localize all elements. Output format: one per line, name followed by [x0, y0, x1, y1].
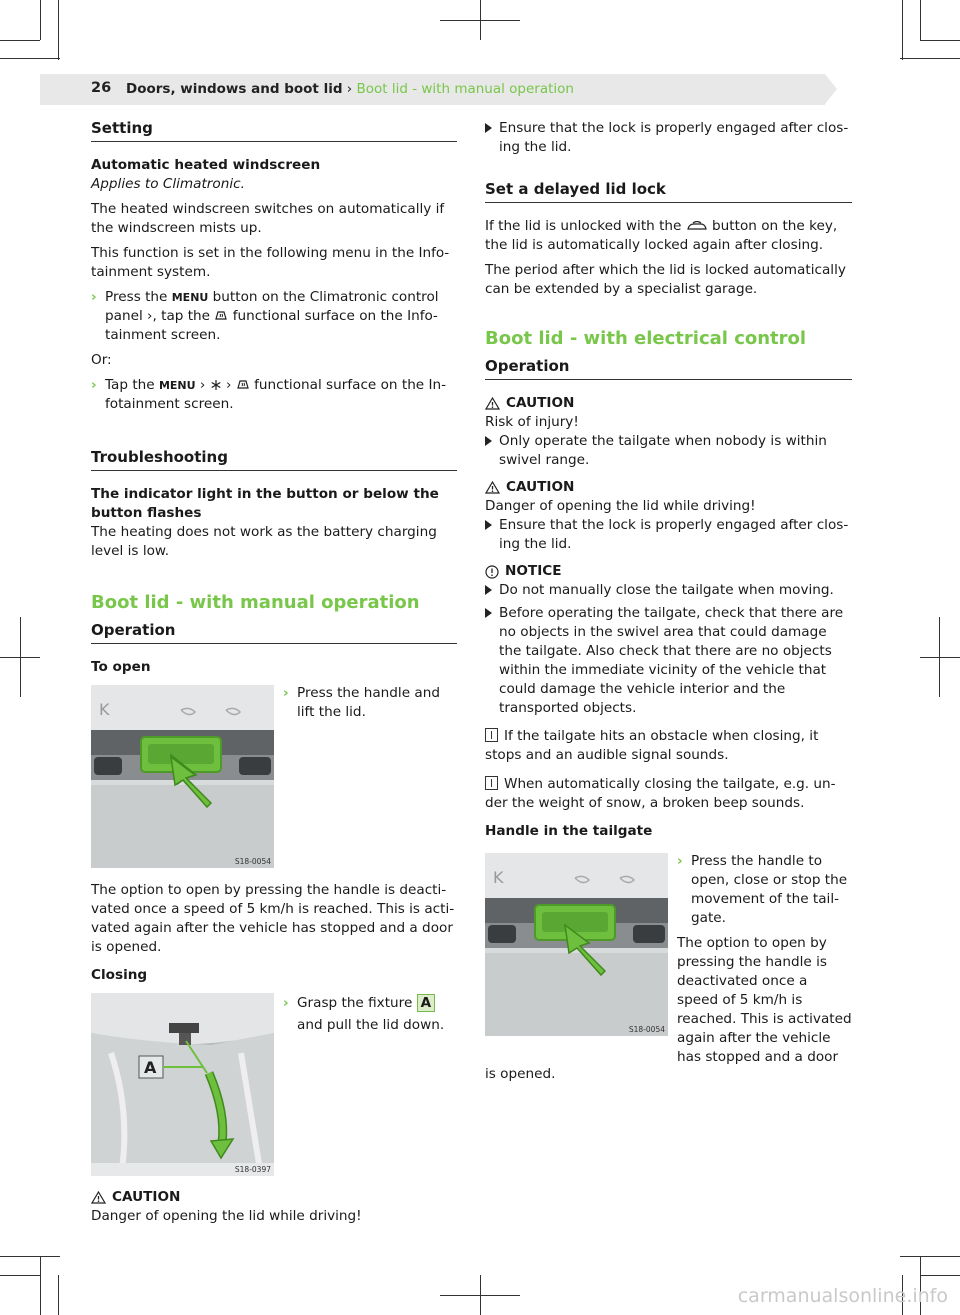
figure-code: S18-0054	[628, 1025, 665, 1034]
heated-paragraph-2: This function is set in the following menu in the Infotainment system.	[91, 245, 450, 280]
chevron-bullet-icon: ›	[91, 289, 97, 305]
crop-mark	[480, 0, 481, 40]
warning-triangle-icon	[91, 1191, 106, 1204]
delayed-paragraph-2: The period after which the lid is locked automatically can be extended by a specialist garage.	[485, 262, 846, 297]
handle-tailgate-title: Handle in the tailgate	[485, 823, 653, 839]
crop-mark	[920, 1275, 960, 1276]
electrical-lid-heading: Boot lid - with electrical control	[485, 328, 807, 349]
fixture-label: A	[417, 994, 436, 1012]
warning-triangle-icon	[485, 397, 500, 410]
crop-mark	[0, 58, 60, 59]
troubleshooting-heading: Troubleshooting	[91, 448, 457, 471]
figure-handle-tailgate	[485, 853, 668, 1036]
crop-mark	[902, 0, 903, 60]
notice-item: Before operating the tailgate, check that there are no objects in the swivel area that could damage the tailgate. Also check that there are no objects within the immediate vicinity of the vehicle that could damage the vehicle interior and the transported objects.	[485, 604, 852, 718]
handle-step-block	[677, 852, 852, 1073]
page-header-arrow	[825, 74, 837, 104]
heated-windscreen-icon	[214, 309, 228, 322]
auto-heated-title: Automatic heated windscreen	[91, 157, 321, 173]
open-step: › Press the handle and lift the lid.	[283, 685, 440, 720]
handle-step: › Press the handle to open, close or stop the movement of the tailgate.	[677, 853, 848, 926]
right-column	[485, 119, 852, 841]
menu-button-label: MENU	[171, 291, 209, 304]
close-step-block	[283, 992, 453, 1042]
notice-exclamation-icon	[485, 565, 499, 579]
breadcrumb-separator: ›	[342, 81, 357, 97]
warning-triangle-icon	[485, 481, 500, 494]
or-text: Or:	[91, 352, 112, 368]
left-caution	[91, 1188, 457, 1226]
breadcrumb-current: Boot lid - with manual operation	[356, 81, 574, 97]
crop-mark	[58, 0, 59, 60]
close-step: › Grasp the fixture A and pull the lid down.	[283, 992, 453, 1036]
info-note-2: When automatically closing the tailgate, e.g. under the weight of snow, a broken beep sounds.	[485, 776, 836, 811]
crop-mark	[939, 617, 940, 697]
crop-mark	[0, 40, 40, 41]
crop-mark	[480, 1275, 481, 1315]
crop-mark	[58, 1275, 59, 1315]
figure-closing	[91, 993, 274, 1176]
watermark[interactable]: carmanualsonline.info	[737, 1285, 948, 1307]
applies-note: Applies to Climatronic.	[91, 176, 245, 192]
crop-mark	[900, 58, 960, 59]
breadcrumb-section[interactable]: Doors, windows and boot lid	[126, 81, 343, 97]
manual-lid-heading: Boot lid - with manual operation	[91, 592, 420, 613]
handle-note-end: is opened.	[485, 1066, 556, 1082]
delayed-paragraph-1: If the lid is unlocked with the button on the key, the lid is automatically locked again after closing.	[485, 218, 838, 253]
crop-mark	[920, 40, 960, 41]
svg-text:K: K	[99, 700, 110, 719]
open-note: The option to open by pressing the handle is deactivated once a speed of 5 km/h is reached. This is activated again after the vehicle has stopped and a door is opened.	[91, 882, 455, 955]
troubleshooting-title: The indicator light in the button or below the button flashes	[91, 486, 439, 521]
caution-item: Only operate the tailgate when nobody is within swivel range.	[485, 432, 852, 470]
operation-heading-right: Operation	[485, 357, 852, 380]
caution-text: Danger of opening the lid while driving!	[91, 1208, 362, 1224]
closing-title: Closing	[91, 967, 148, 983]
info-note-1: If the tailgate hits an obstacle when closing, it stops and an audible signal sounds.	[485, 728, 819, 763]
caution-header: CAUTION	[485, 394, 852, 413]
crop-mark	[20, 617, 21, 697]
breadcrumb	[126, 81, 574, 97]
figure-label: A	[144, 1058, 157, 1077]
to-open-title: To open	[91, 659, 151, 675]
crop-mark	[0, 1275, 40, 1276]
caution-item: Ensure that the lock is properly engaged after closing the lid.	[485, 516, 852, 554]
triangle-bullet-icon	[485, 436, 492, 446]
chevron-bullet-icon: ›	[91, 377, 97, 393]
heated-windscreen-icon	[236, 378, 250, 391]
left-column-mid	[91, 881, 457, 985]
chevron-bullet-icon: ›	[677, 853, 683, 869]
handle-note-end-block	[485, 1065, 852, 1090]
handle-note: The option to open by pressing the handle is deactivated once a speed of 5 km/h is reached. This is activated again after the vehicle has stopped and a door	[677, 935, 852, 1065]
triangle-bullet-icon	[485, 520, 492, 530]
svg-text:K: K	[493, 868, 504, 887]
chevron-bullet-icon: ›	[283, 685, 289, 701]
heated-paragraph-1: The heated windscreen switches on automatically if the windscreen mists up.	[91, 201, 445, 236]
page-number: 26	[91, 80, 112, 96]
notice-item: Do not manually close the tailgate when moving.	[485, 581, 852, 600]
menu-step-1: › Press the MENU button on the Climatronic control panel ›, tap the functional surface on the Infotainment screen.	[91, 289, 439, 343]
triangle-bullet-icon	[485, 608, 492, 618]
crop-mark	[920, 0, 921, 40]
crop-mark	[920, 657, 960, 658]
operation-heading: Operation	[91, 621, 457, 644]
info-icon	[485, 776, 498, 790]
ensure-lock-item: Ensure that the lock is properly engaged after closing the lid.	[485, 119, 852, 157]
menu-button-label: MENU	[158, 379, 196, 392]
menu-step-2: › Tap the MENU › › functional surface on the Infotainment screen.	[91, 377, 447, 412]
figure-open-handle	[91, 685, 274, 868]
tailgate-handle-illustration	[91, 685, 274, 868]
chevron-bullet-icon: ›	[283, 995, 289, 1011]
caution-text: Danger of opening the lid while driving!	[485, 498, 756, 514]
climate-snowflake-icon	[210, 379, 222, 391]
car-key-unlock-icon	[686, 221, 708, 232]
triangle-bullet-icon	[485, 585, 492, 595]
tailgate-closing-illustration	[91, 993, 274, 1176]
caution-header: CAUTION	[485, 478, 852, 497]
crop-mark	[40, 1256, 41, 1315]
open-step-block	[283, 684, 453, 728]
caution-header: CAUTION	[91, 1188, 457, 1207]
troubleshooting-text: The heating does not work as the battery charging level is low.	[91, 524, 437, 559]
setting-heading: Setting	[91, 119, 457, 142]
figure-code: S18-0397	[234, 1165, 271, 1174]
notice-header: NOTICE	[485, 562, 852, 581]
tailgate-handle-illustration	[485, 853, 668, 1036]
crop-mark	[40, 0, 41, 40]
info-icon	[485, 728, 498, 742]
left-column	[91, 119, 457, 677]
triangle-bullet-icon	[485, 123, 492, 133]
caution-text: Risk of injury!	[485, 414, 579, 430]
crop-mark	[0, 1256, 60, 1257]
delayed-lock-heading: Set a delayed lid lock	[485, 180, 852, 203]
crop-mark	[900, 1256, 960, 1257]
figure-code: S18-0054	[234, 857, 271, 866]
